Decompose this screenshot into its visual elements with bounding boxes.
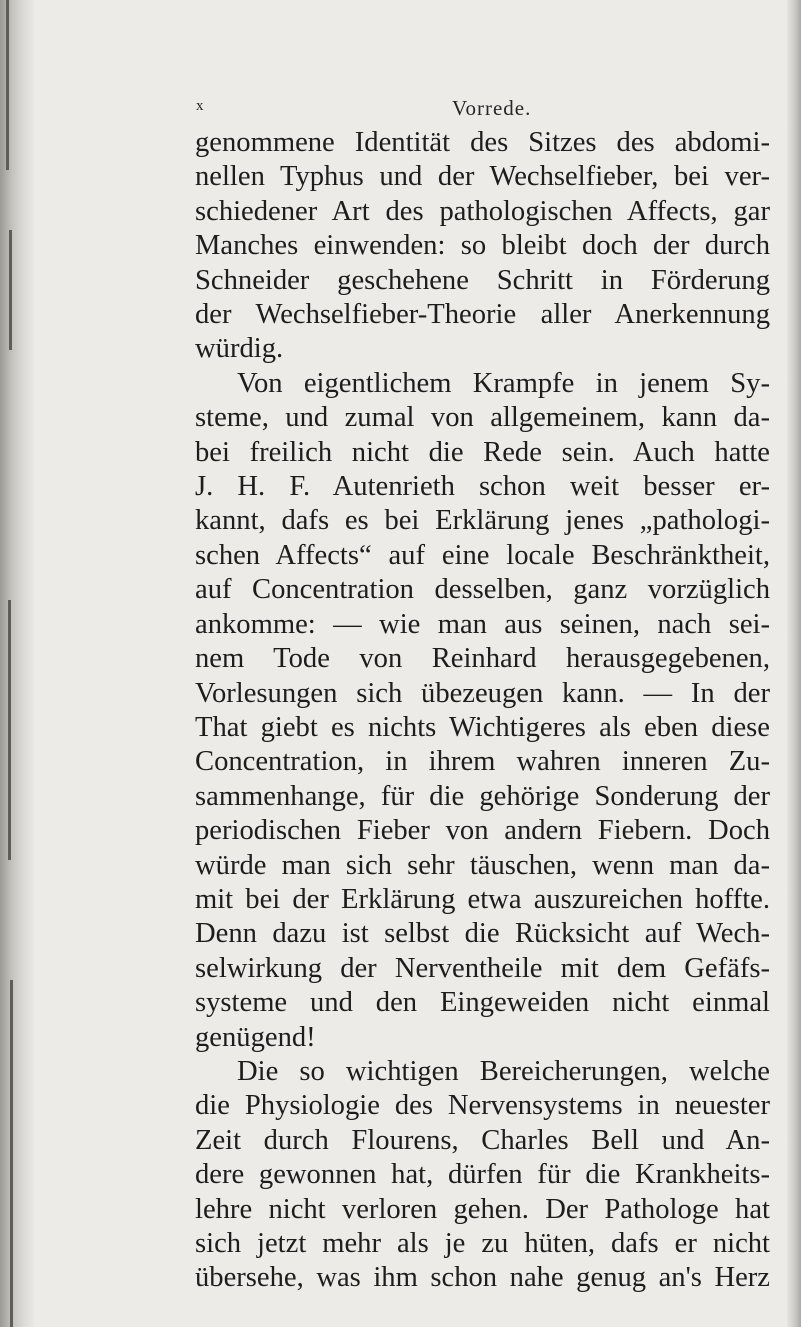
text-line: Manches einwenden: so bleibt doch der durch (195, 230, 770, 262)
page-edge-right (787, 0, 801, 1327)
text-line: nem Tode von Reinhard herausgegebenen, (195, 643, 770, 675)
text-line: würde man sich sehr täuschen, wenn man da- (195, 849, 770, 881)
paragraph-start-line: Von eigentlichem Krampfe in jenem Sy- (237, 367, 770, 399)
text-line: periodischen Fieber von andern Fiebern. Doch (195, 815, 770, 847)
text-line: übersehe, was ihm schon nahe genug an's Herz (195, 1262, 770, 1294)
text-line: mit bei der Erklärung etwa auszureichen hoffte. (195, 883, 770, 915)
text-line: Schneider geschehene Schritt in Förderung (195, 264, 770, 296)
text-line: selwirkung der Nerventheile mit dem Gefäfs- (195, 952, 770, 984)
text-line: genügend! (195, 1021, 316, 1053)
text-line: genommene Identität des Sitzes des abdomi- (195, 127, 770, 158)
page-binding-edge (0, 0, 34, 1327)
text-line: die Physiologie des Nervensystems in neuester (195, 1090, 770, 1122)
text-line: bei freilich nicht die Rede sein. Auch hatte (195, 436, 770, 468)
text-line: Concentration, in ihrem wahren inneren Zu- (195, 746, 770, 778)
page-number: x (196, 98, 204, 114)
text-line: kannt, dafs es bei Erklärung jenes „pathologi- (195, 505, 770, 537)
text-line: J. H. F. Autenrieth schon weit besser er- (195, 471, 770, 503)
text-line: ankomme: — wie man aus seinen, nach sei- (195, 608, 770, 640)
text-line: Zeit durch Flourens, Charles Bell und An- (195, 1124, 770, 1156)
text-line: systeme und den Eingeweiden nicht einmal (195, 987, 770, 1019)
paragraph-start-line: Die so wichtigen Bereicherungen, welche (237, 1055, 770, 1087)
text-line: nellen Typhus und der Wechselfieber, bei ver- (195, 161, 770, 193)
text-line: sich jetzt mehr als je zu hüten, dafs er nicht (195, 1228, 770, 1259)
running-head (0, 96, 801, 120)
text-line: schen Affects“ auf eine locale Beschränktheit, (195, 539, 770, 571)
text-line: der Wechselfieber-Theorie aller Anerkennung (195, 299, 770, 331)
text-line: Vorlesungen sich übezeugen kann. — In der (195, 677, 770, 709)
text-line: schiedener Art des pathologischen Affects, gar (195, 195, 770, 227)
text-line: steme, und zumal von allgemeinem, kann da- (195, 402, 770, 434)
text-line: dere gewonnen hat, dürfen für die Krankheits- (195, 1159, 770, 1191)
text-line: That giebt es nichts Wichtigeres als eben diese (195, 711, 770, 743)
text-line: auf Concentration desselben, ganz vorzüglich (195, 574, 770, 606)
text-line: sammenhange, für die gehörige Sonderung der (195, 780, 770, 812)
text-line: Denn dazu ist selbst die Rücksicht auf Wech- (195, 918, 770, 950)
text-line: lehre nicht verloren gehen. Der Pathologe hat (195, 1193, 770, 1225)
running-title: Vorrede. (452, 96, 532, 120)
text-line: würdig. (195, 333, 284, 365)
body-text (195, 126, 770, 1296)
